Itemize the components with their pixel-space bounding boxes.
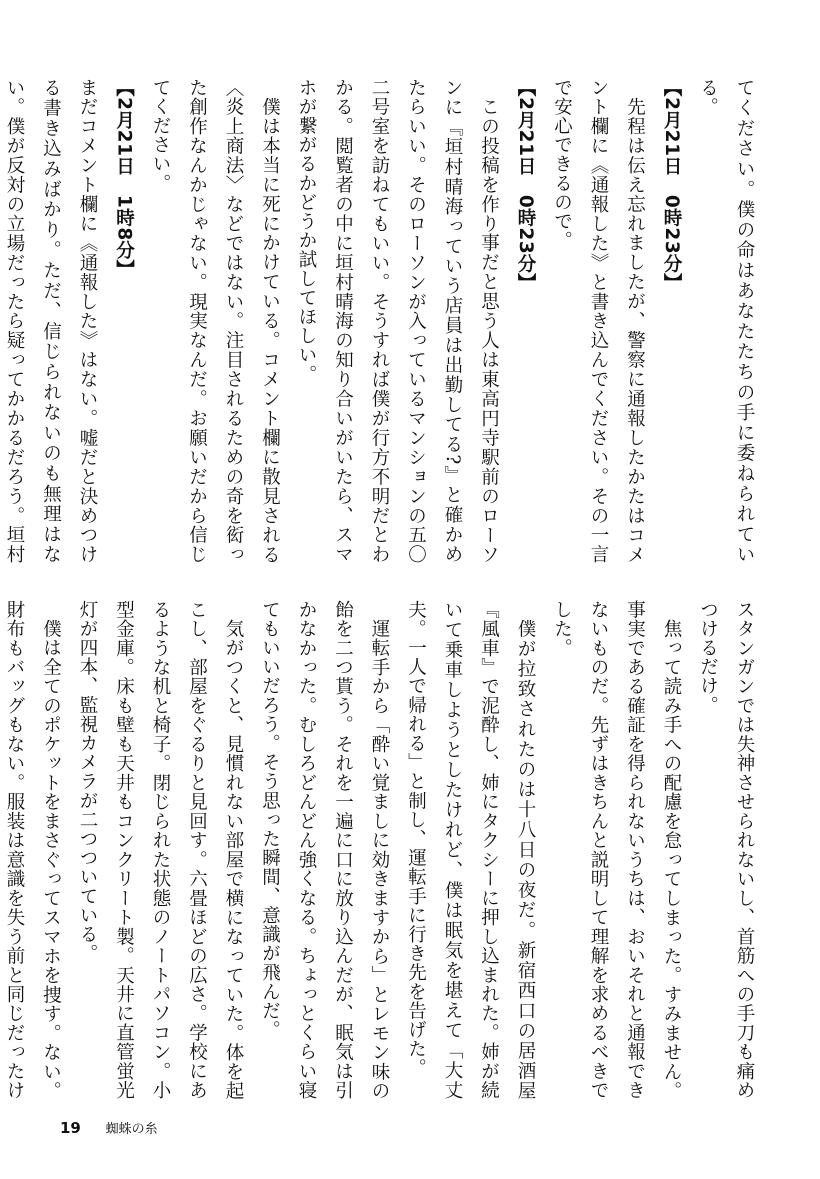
bottom-text-block bbox=[4, 600, 762, 1100]
post-timestamp-heading: 【2月21日 1時8分】 bbox=[113, 78, 135, 280]
paragraph: スタンガンでは失神させられないし、首筋への手刀も痛めつけるだけ。 bbox=[697, 600, 755, 1100]
paragraph: 僕は全てのポケットをまさぐってスマホを捜す。ない。財布もバッグもない。服装は意識を失う前と同じだったけ bbox=[4, 600, 62, 1100]
page-number: 19 bbox=[60, 1119, 81, 1137]
paragraph: 運転手から「酔い覚ましに効きますから」とレモン味の飴を二つ貰う。それを一遍に口に放り込んだが、眠気は引かなかった。むしろどんどん強くなる。ちょっとくらい寝てもいいだろう。そう思った瞬間、意識が飛んだ。 bbox=[259, 600, 390, 1100]
post-timestamp-heading: 【2月21日 0時23分】 bbox=[661, 78, 682, 293]
paragraph: 気がつくと、見慣れない部屋で横になっていた。体を起こし、部屋をぐるりと見回す。六畳ほどの広さ。学校にあるような机と椅子。閉じられた状態のノートパソコン。小型金庫。床も壁も天井もコンクリート製。天井に直管蛍光灯が四本、監視カメラが二つついている。 bbox=[77, 600, 244, 1100]
paragraph: 焦って読み手への配慮を怠ってしまった。すみません。事実である確証を得られないうちは、おいそれと通報できないものだ。先ずはきちんと説明して理解を求めるべきでした。 bbox=[551, 600, 682, 1100]
paragraph: てください。僕の命はあなたたちの手に委ねられている。 bbox=[697, 78, 755, 564]
paragraph: 僕が拉致されたのは十八日の夜だ。新宿西口の居酒屋『風車』で泥酔し、姉にタクシーに押し込まれた。姉が続いて乗車しようとしたけれど、僕は眠気を堪えて「大丈夫。一人で帰れる」と制し、運転手に行き先を告げた。 bbox=[405, 600, 536, 1100]
running-title: 蜘蛛の糸 bbox=[105, 1122, 158, 1137]
page-footer bbox=[60, 1118, 158, 1137]
paragraph: この投稿を作り事だと思う人は東高円寺駅前のローソンに『垣村晴海っていう店員は出勤してる?』と確かめたらいい。そのローソンが入っているマンションの五〇二号室を訪ねてもいい。そうすれば僕が行方不明だとわかる。閲覧者の中に垣村晴海の知り合いがいたら、スマホが繋がるかどうか試してほしい。 bbox=[296, 78, 500, 564]
paragraph: まだコメント欄に《通報した》はない。嘘だと決めつける書き込みばかり。ただ、信じられないのも無理はない。僕が反対の立場だったら疑ってかかるだろう。垣村 bbox=[4, 78, 98, 564]
post-timestamp-heading: 【2月21日 0時23分】 bbox=[515, 78, 536, 293]
paragraph: 僕は本当に死にかけている。コメント欄に散見される〈炎上商法〉などではない。注目されるための奇を衒った創作なんかじゃない。現実なんだ。お願いだから信じてください。 bbox=[150, 78, 281, 564]
top-text-block bbox=[4, 78, 762, 564]
paragraph: 先程は伝え忘れましたが、警察に通報したかたはコメント欄に《通報した》と書き込んでください。その一言で安心できるので。 bbox=[551, 78, 646, 564]
